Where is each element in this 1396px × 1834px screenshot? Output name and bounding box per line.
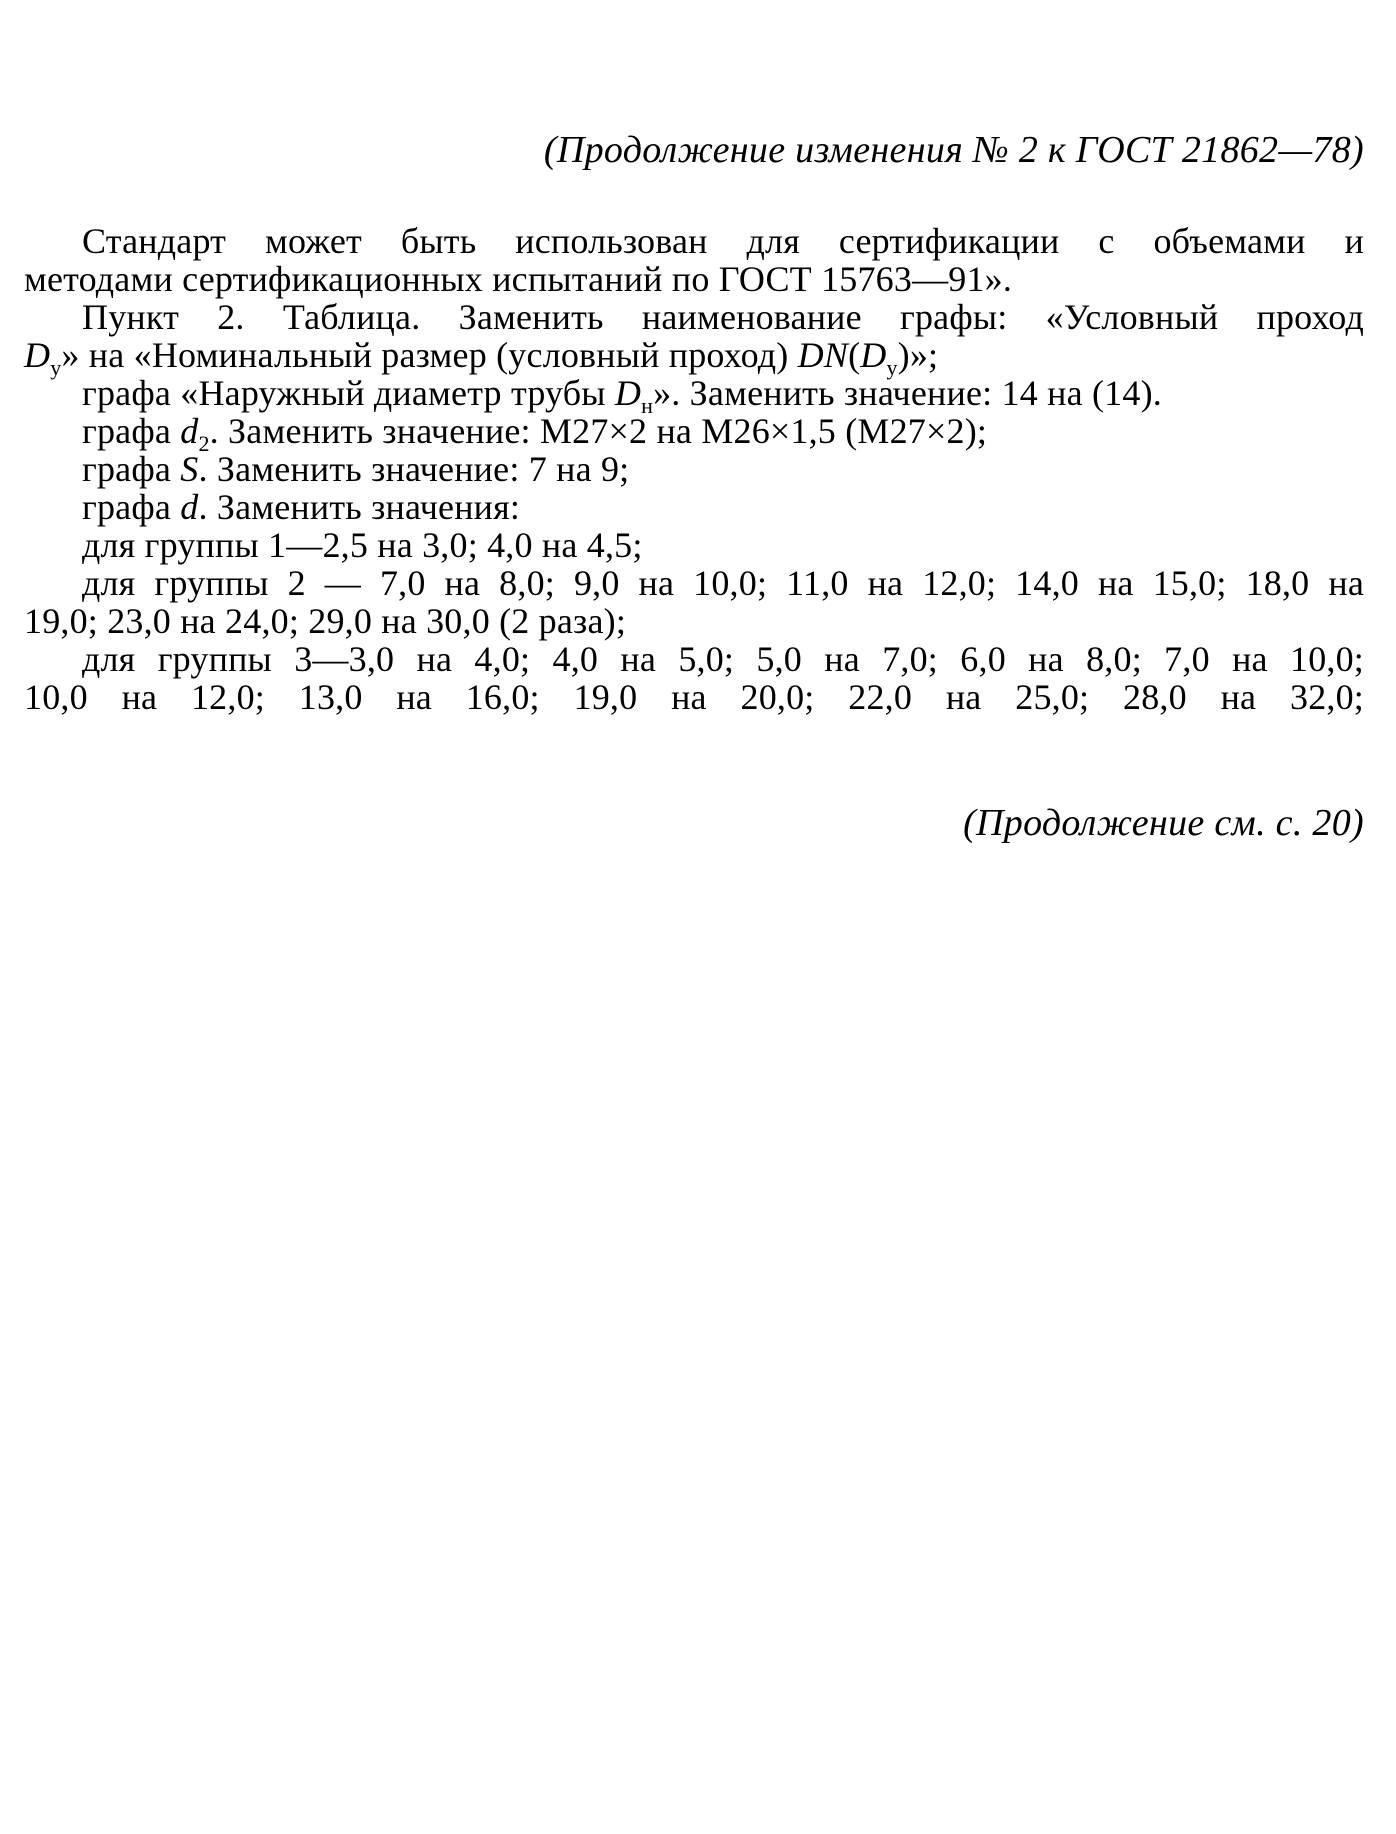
text-span: Пункт 2. Таблица. Заменить наименование графы: «Условный проход <box>82 297 1364 337</box>
text-span: Стандарт может быть использован для сертификации с объемами и <box>82 221 1364 261</box>
paragraph-4 <box>24 411 1364 456</box>
footer-continuation-note: (Продолжение см. с. 20) <box>963 802 1364 844</box>
paragraph-2-line-2 <box>24 335 1364 380</box>
text-span: методами сертификационных испытаний по ГОСТ 15763—91». <box>24 259 1013 299</box>
document-body <box>24 222 1364 716</box>
paragraph-1-line-2 <box>24 260 1364 298</box>
text-span: для группы 3—3,0 на 4,0; 4,0 на 5,0; 5,0 на 7,0; 6,0 на 8,0; 7,0 на 10,0; <box>82 639 1364 679</box>
text-span: )»; <box>897 335 939 375</box>
text-span: ». Заменить значение: 14 на (14). <box>653 373 1162 413</box>
symbol-d-lower: d <box>180 487 199 527</box>
subscript-y: у <box>50 355 62 380</box>
paragraph-5 <box>24 450 1364 488</box>
paragraph-7 <box>24 526 1364 564</box>
header-continuation-note: (Продолжение изменения № 2 к ГОСТ 21862—78) <box>543 129 1364 171</box>
subscript-2: 2 <box>198 431 210 456</box>
text-span: 19,0; 23,0 на 24,0; 29,0 на 30,0 (2 раза); <box>24 601 627 641</box>
text-span: . Заменить значение: 7 на 9; <box>198 449 630 489</box>
symbol-dn: DN <box>797 335 849 375</box>
subscript-n: н <box>641 393 654 418</box>
text-span: . Заменить значение: М27×2 на М26×1,5 (М27×2); <box>209 411 988 451</box>
text-span: графа «Наружный диаметр трубы <box>82 373 615 413</box>
paragraph-3 <box>24 373 1364 418</box>
symbol-d-lower: d <box>180 411 199 451</box>
paragraph-1-line-1 <box>24 222 1364 260</box>
paragraph-8-line-2 <box>24 602 1364 640</box>
text-span: графа <box>82 449 181 489</box>
symbol-d-upper: D <box>614 373 642 413</box>
text-span: графа <box>82 411 181 451</box>
symbol-s: S <box>180 449 199 489</box>
text-span: для группы 2 — 7,0 на 8,0; 9,0 на 10,0; 11,0 на 12,0; 14,0 на 15,0; 18,0 на <box>82 563 1364 603</box>
text-span: 10,0 на 12,0; 13,0 на 16,0; 19,0 на 20,0; 22,0 на 25,0; 28,0 на 32,0; <box>24 677 1364 717</box>
paragraph-9-line-1 <box>24 640 1364 678</box>
document-page <box>24 0 1364 1834</box>
text-span: графа <box>82 487 181 527</box>
symbol-d-upper: D <box>860 335 887 375</box>
text-span: для группы 1—2,5 на 3,0; 4,0 на 4,5; <box>82 525 643 565</box>
text-span: . Заменить значения: <box>198 487 521 527</box>
text-span: » на «Номинальный размер (условный проход) <box>61 335 798 375</box>
paragraph-8-line-1 <box>24 564 1364 602</box>
paragraph-2-line-1 <box>24 298 1364 336</box>
symbol-d-upper: D <box>24 335 51 375</box>
paragraph-6 <box>24 488 1364 526</box>
subscript-y: у <box>886 355 898 380</box>
paragraph-9-line-2 <box>24 678 1364 716</box>
paren-open: ( <box>848 335 861 375</box>
